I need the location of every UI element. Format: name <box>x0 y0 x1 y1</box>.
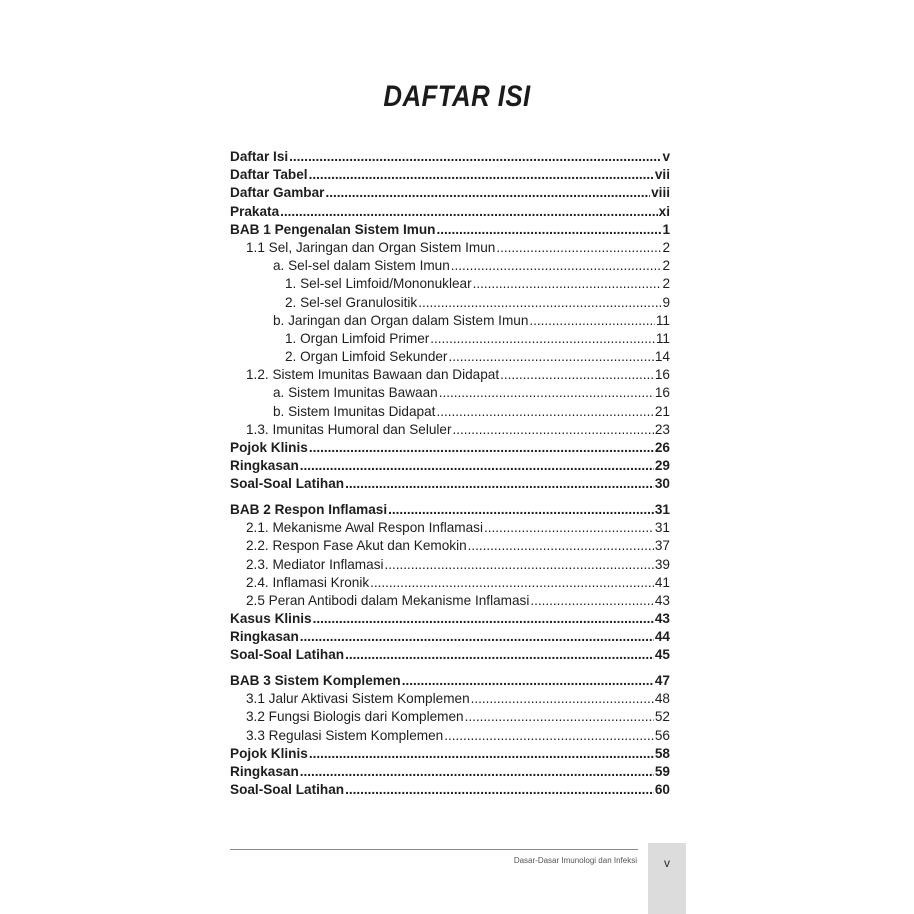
toc-leader-dots <box>436 404 653 419</box>
toc-entry-label: 1. Sel-sel Limfoid/Mononuklear <box>285 276 472 292</box>
toc-entry-page: 30 <box>654 476 670 492</box>
toc-leader-dots <box>530 593 654 608</box>
toc-leader-dots <box>385 557 654 572</box>
toc-entry <box>230 313 670 331</box>
toc-entry <box>230 764 670 782</box>
toc-entry <box>230 185 670 203</box>
toc-entry-page: 9 <box>662 294 670 310</box>
table-of-contents <box>230 149 670 800</box>
toc-leader-dots <box>465 709 654 724</box>
toc-entry-label: a. Sistem Imunitas Bawaan <box>273 385 438 401</box>
toc-entry-page: v <box>662 149 670 164</box>
toc-entry-page: 60 <box>654 782 670 798</box>
toc-leader-dots <box>439 385 654 400</box>
toc-entry <box>230 746 670 764</box>
toc-leader-dots <box>418 295 661 310</box>
toc-leader-dots <box>473 276 662 291</box>
toc-entry <box>230 367 670 385</box>
toc-entry <box>230 520 670 538</box>
toc-entry-label: BAB 3 Sistem Komplemen <box>230 673 401 689</box>
toc-entry-page: 59 <box>654 763 670 779</box>
toc-entry-label: Ringkasan <box>230 458 299 474</box>
toc-entry-page: 56 <box>654 727 670 743</box>
toc-entry-label: Soal-Soal Latihan <box>230 647 345 663</box>
toc-entry-page: 44 <box>654 629 670 645</box>
toc-entry <box>230 204 670 222</box>
toc-entry-label: 2. Sel-sel Granulositik <box>285 294 418 310</box>
toc-leader-dots <box>370 575 654 590</box>
toc-leader-dots <box>345 647 654 662</box>
toc-entry-label: BAB 2 Respon Inflamasi <box>230 501 388 517</box>
toc-entry-page: 16 <box>654 367 670 383</box>
toc-entry-label: Prakata <box>230 203 280 219</box>
toc-entry <box>230 502 670 520</box>
toc-entry-page: 58 <box>654 745 670 761</box>
toc-entry <box>230 629 670 647</box>
toc-entry-label: Daftar Isi <box>230 149 289 164</box>
toc-entry-label: 1. Organ Limfoid Primer <box>285 330 430 346</box>
toc-leader-dots <box>325 185 650 200</box>
toc-leader-dots <box>289 149 661 164</box>
toc-leader-dots <box>471 691 654 706</box>
toc-entry-page: viii <box>651 185 670 201</box>
toc-entry-label: 1.1 Sel, Jaringan dan Organ Sistem Imun <box>246 239 496 255</box>
toc-entry-page: 41 <box>654 574 670 590</box>
toc-leader-dots <box>300 764 654 779</box>
toc-entry-page: 37 <box>654 538 670 554</box>
toc-entry <box>230 331 670 349</box>
toc-entry <box>230 647 670 665</box>
toc-entry-label: a. Sel-sel dalam Sistem Imun <box>273 258 450 274</box>
toc-entry <box>230 222 670 240</box>
toc-entry-page: 2 <box>662 258 670 274</box>
toc-entry-label: Pojok Klinis <box>230 440 308 455</box>
toc-entry-page: 39 <box>654 556 670 572</box>
toc-entry-page: 11 <box>655 312 670 328</box>
toc-entry-page: 45 <box>654 647 670 663</box>
toc-leader-dots <box>468 538 654 553</box>
toc-entry-label: Ringkasan <box>230 763 299 779</box>
toc-leader-dots <box>451 258 662 273</box>
toc-entry <box>230 673 670 691</box>
toc-entry-page: 23 <box>654 421 670 437</box>
toc-entry-label: BAB 1 Pengenalan Sistem Imun <box>230 221 436 237</box>
toc-entry <box>230 611 670 629</box>
toc-entry-label: 2.4. Inflamasi Kronik <box>246 574 370 590</box>
toc-entry <box>230 258 670 276</box>
toc-entry <box>230 349 670 367</box>
toc-entry-page: 52 <box>654 709 670 725</box>
toc-leader-dots <box>309 167 654 182</box>
toc-leader-dots <box>300 458 654 473</box>
toc-entry-label: 2.2. Respon Fase Akut dan Kemokin <box>246 538 467 554</box>
toc-entry <box>230 404 670 422</box>
toc-entry-label: b. Jaringan dan Organ dalam Sistem Imun <box>273 312 529 328</box>
toc-entry-page: 31 <box>654 501 670 517</box>
toc-leader-dots <box>448 349 653 364</box>
toc-leader-dots <box>529 313 654 328</box>
toc-entry-page: 1 <box>662 221 670 237</box>
toc-leader-dots <box>388 502 654 517</box>
toc-entry-page: 31 <box>654 520 670 536</box>
toc-leader-dots <box>309 746 654 761</box>
page-number: v <box>664 856 670 870</box>
toc-entry-label: 3.1 Jalur Aktivasi Sistem Komplemen <box>246 691 470 707</box>
toc-entry-label: 2. Organ Limfoid Sekunder <box>285 349 448 365</box>
toc-entry <box>230 440 670 458</box>
toc-entry-label: 2.5 Peran Antibodi dalam Mekanisme Inflamasi <box>246 592 530 608</box>
toc-entry-page: xi <box>658 203 670 219</box>
toc-entry-page: 21 <box>654 403 670 419</box>
toc-entry-label: Ringkasan <box>230 629 299 645</box>
toc-leader-dots <box>484 520 654 535</box>
toc-entry <box>230 240 670 258</box>
toc-leader-dots <box>430 331 655 346</box>
toc-leader-dots <box>500 367 654 382</box>
toc-entry-page: 2 <box>662 276 670 292</box>
page-title: DAFTAR ISI <box>383 80 531 113</box>
toc-entry <box>230 728 670 746</box>
toc-entry <box>230 385 670 403</box>
toc-leader-dots <box>345 782 654 797</box>
toc-entry <box>230 276 670 294</box>
toc-entry-label: Soal-Soal Latihan <box>230 476 345 492</box>
footer-divider <box>230 849 638 850</box>
toc-entry-label: 3.3 Regulasi Sistem Komplemen <box>246 727 444 743</box>
toc-entry-page: vii <box>654 167 670 183</box>
toc-entry <box>230 149 670 167</box>
toc-entry <box>230 476 670 494</box>
toc-leader-dots <box>345 476 654 491</box>
toc-entry <box>230 422 670 440</box>
toc-leader-dots <box>496 240 661 255</box>
toc-leader-dots <box>402 673 654 688</box>
toc-entry-label: b. Sistem Imunitas Didapat <box>273 403 436 419</box>
toc-entry-label: 1.2. Sistem Imunitas Bawaan dan Didapat <box>246 367 500 383</box>
toc-entry-label: 1.3. Imunitas Humoral dan Seluler <box>246 421 452 437</box>
toc-entry-label: Pojok Klinis <box>230 745 308 761</box>
toc-leader-dots <box>309 440 654 455</box>
toc-entry-label: Daftar Gambar <box>230 185 325 201</box>
toc-entry-page: 29 <box>654 458 670 474</box>
footer-book-title: Dasar-Dasar Imunologi dan Infeksi <box>513 856 637 865</box>
toc-leader-dots <box>453 422 654 437</box>
toc-leader-dots <box>436 222 661 237</box>
toc-entry-page: 26 <box>654 440 670 455</box>
toc-entry <box>230 295 670 313</box>
toc-entry-page: 2 <box>662 239 670 255</box>
toc-entry <box>230 691 670 709</box>
toc-entry <box>230 458 670 476</box>
toc-leader-dots <box>280 204 658 219</box>
page-number-tab <box>648 843 686 914</box>
toc-entry <box>230 557 670 575</box>
toc-entry <box>230 167 670 185</box>
toc-entry-label: Kasus Klinis <box>230 611 312 627</box>
toc-leader-dots <box>313 611 654 626</box>
toc-entry <box>230 782 670 800</box>
toc-entry-label: 3.2 Fungsi Biologis dari Komplemen <box>246 709 464 725</box>
toc-entry-page: 48 <box>654 691 670 707</box>
toc-entry <box>230 575 670 593</box>
toc-entry-page: 43 <box>654 592 670 608</box>
toc-leader-dots <box>300 629 654 644</box>
toc-entry-page: 14 <box>654 349 670 365</box>
toc-leader-dots <box>444 728 654 743</box>
toc-entry-label: 2.1. Mekanisme Awal Respon Inflamasi <box>246 520 484 536</box>
toc-entry <box>230 709 670 727</box>
toc-entry-label: 2.3. Mediator Inflamasi <box>246 556 384 572</box>
toc-entry-page: 11 <box>655 330 670 346</box>
toc-entry-page: 16 <box>654 385 670 401</box>
toc-entry <box>230 538 670 556</box>
toc-entry-label: Soal-Soal Latihan <box>230 782 345 798</box>
toc-entry <box>230 593 670 611</box>
toc-entry-label: Daftar Tabel <box>230 167 308 183</box>
toc-entry-page: 47 <box>654 673 670 689</box>
toc-entry-page: 43 <box>654 611 670 627</box>
